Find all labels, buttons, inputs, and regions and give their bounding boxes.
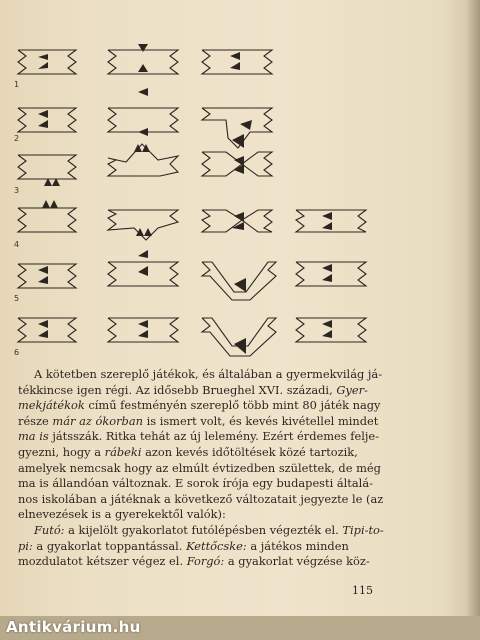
figure-row-6 (18, 318, 366, 356)
watermark-text: Antikvárium.hu (6, 618, 141, 636)
figure-row-4 (18, 200, 366, 240)
body-text (18, 367, 384, 570)
text-line: amelyek nemcsak hogy az elmúlt évtizedben születtek, de még (18, 460, 381, 475)
row-number-2: 2 (14, 134, 20, 143)
row-number-6: 6 (14, 348, 20, 357)
text-line: ma is állandóan változnak. E sorok írója egy budapesti általá- (18, 476, 373, 491)
figure-row-1 (18, 44, 272, 74)
italic-term: Gyer- (336, 382, 368, 397)
italic-term: Kettőcske: (186, 538, 247, 553)
italic-term: már az ókorban (52, 413, 143, 428)
page-number: 115 (352, 584, 373, 597)
figure-row-5 (18, 250, 366, 300)
italic-term: Futó: (34, 522, 65, 537)
text-line: pi: a gyakorlat toppantással. Kettőcske: a játékos minden (18, 538, 349, 553)
row-number-4: 4 (14, 240, 20, 249)
text-line: ma is játsszák. Ritka tehát az új lelemény. Ezért érdemes felje- (18, 429, 379, 444)
italic-term: mekjátékok (18, 398, 85, 413)
figure-row-2 (18, 88, 272, 148)
watermark-bar (0, 616, 480, 640)
text-line: mozdulatot kétszer végez el. Forgó: a gyakorlat végzése köz- (18, 554, 370, 569)
row-number-1: 1 (14, 80, 20, 89)
row-number-3: 3 (14, 186, 20, 195)
text-line: tékkincse igen régi. Az idősebb Brueghel XVI. századi, Gyer- (18, 382, 368, 397)
text-line: gyezni, hogy a rábeki azon kevés időtöltések közé tartozik, (18, 444, 358, 459)
italic-term: ma is (18, 429, 49, 444)
text-line: Futó: a kijelölt gyakorlatot futólépésben végezték el. Tipi-to- (34, 522, 384, 537)
text-line: A kötetben szereplő játékok, és általában a gyermekvilág já- (34, 367, 383, 381)
italic-term: Tipi-to- (342, 522, 384, 537)
figure-row-3 (18, 144, 272, 186)
italic-term: rábeki (104, 444, 142, 459)
text-line: része már az ókorban is ismert volt, és kevés kivétellel mindet (18, 413, 379, 428)
text-line: nos iskolában a játéknak a következő változatait jegyezte le (az (18, 491, 384, 506)
text-line: elnevezések is a gyerekektől valók): (18, 507, 226, 522)
italic-term: pi: (18, 538, 33, 553)
text-line: mekjátékok című festményén szereplő több mint 80 játék nagy (18, 398, 381, 413)
italic-term: Forgó: (186, 554, 225, 569)
row-number-5: 5 (14, 294, 20, 303)
